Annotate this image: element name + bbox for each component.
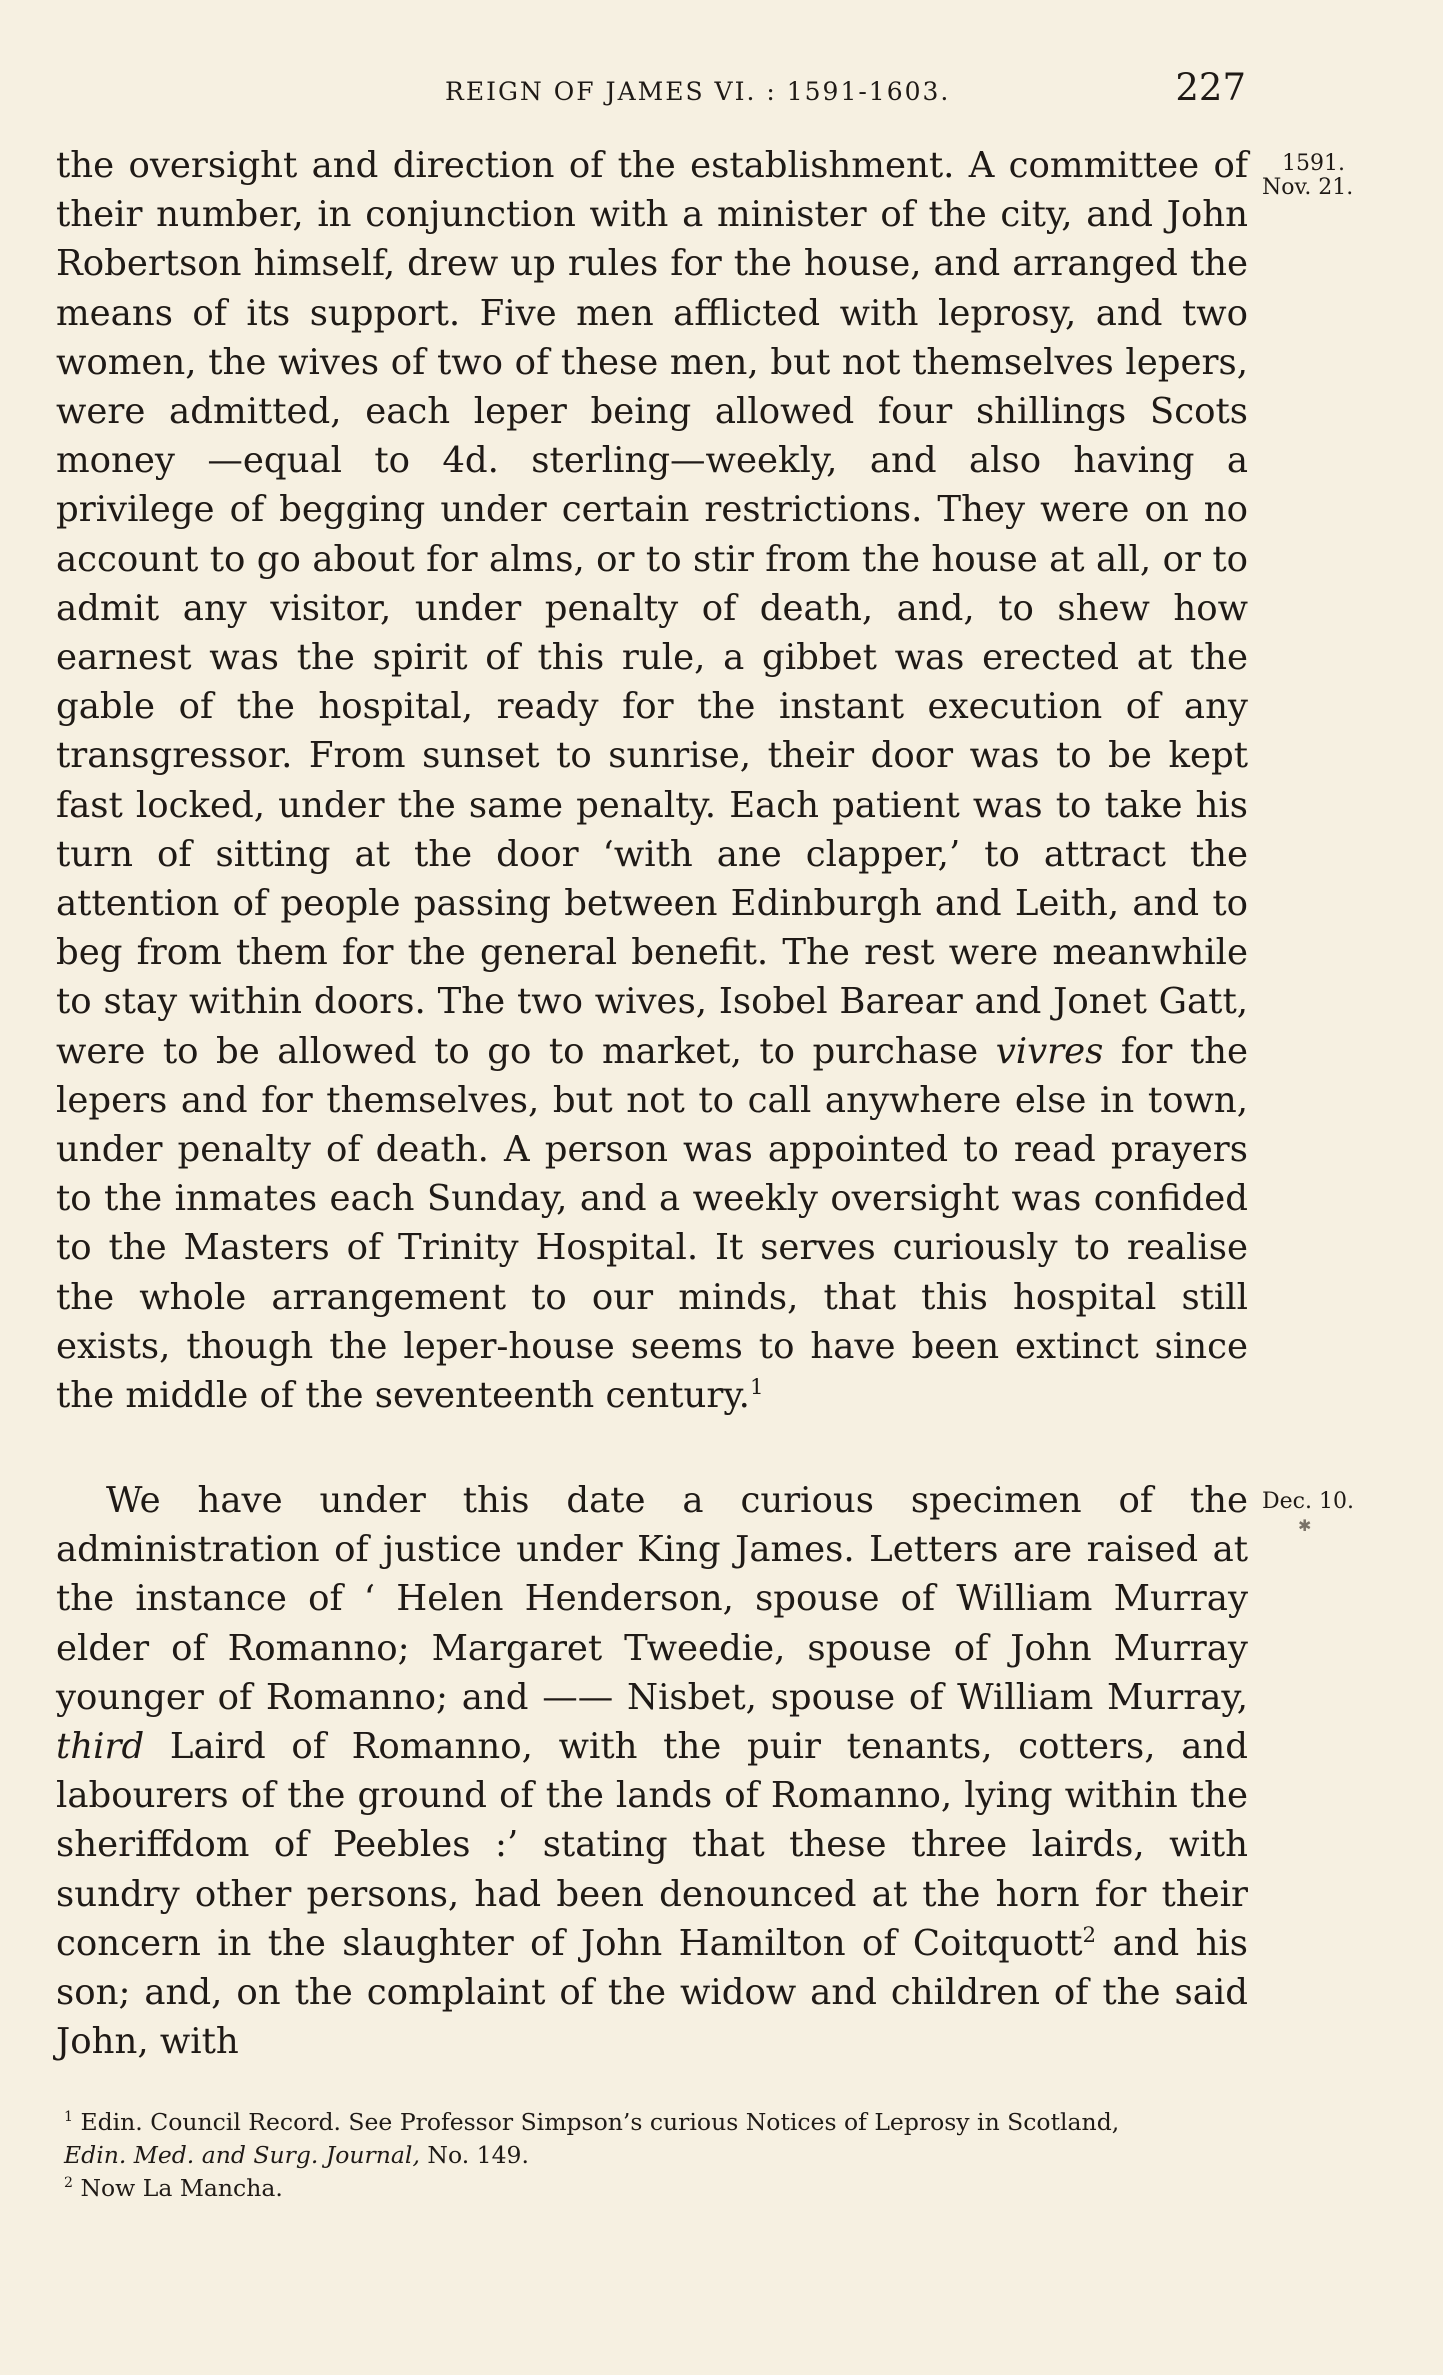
paragraph-2-italic: third xyxy=(56,1726,145,1768)
page-number: 227 xyxy=(1175,66,1246,109)
footnote-1-continued xyxy=(64,2139,1244,2172)
footnote-2 xyxy=(64,2172,1244,2205)
running-head xyxy=(56,66,1246,109)
paragraph-1-text-cont: for the lepers and for themselves, but not to call anywhere else in town, under penalty of death. A person was appointed to read prayers to the inmates each Sunday, and a weekly oversight was confided to the Masters of Trinity Hospital. It serves curiously to realise the whole arrangement to our minds, that this hospital still exists, though the leper-house seems to have been extinct since the middle of the seventeenth century. xyxy=(56,1030,1248,1417)
footnote-1-mark: 1 xyxy=(64,2109,73,2126)
running-head-title: REIGN OF JAMES VI. : 1591-1603. xyxy=(445,77,951,106)
footnote-2-mark: 2 xyxy=(64,2175,73,2192)
footnote-1-italic: Edin. Med. and Surg. Journal, xyxy=(64,2141,420,2169)
asterisk-mark: ✱ xyxy=(1298,1516,1312,1535)
paragraph-1-text: the oversight and direction of the establishment. A committee of their number, in conjunction with a minister of the city, and John Robertson himself, drew up rules for the house, and arranged the means of its support. Five men afflicted with leprosy, and two women, the wives of two of these men, but not themselves lepers, were admitted, each leper being allowed four shillings Scots money —equal to 4d. sterling—weekly, and also having a privilege of begging under certain restrictions. They were on no account to go about for alms, or to stir from the house at all, or to admit any visitor, under penalty of death, and, to shew how earnest was the spirit of this rule, a gibbet was erected at the gable of the hospital, ready for the instant execution of any transgressor. From sunset to sunrise, their door was to be kept fast locked, under the same penalty. Each patient was to take his turn of sitting at the door ‘with ane clapper,’ to attract the attention of people passing between Edinburgh and Leith, and to beg from them for the general benefit. The rest were meanwhile to stay within doors. The two wives, Isobel Barear and Jonet Gatt, were to be allowed to go to market, to purchase xyxy=(56,145,1248,1072)
paragraph-1-italic: vivres xyxy=(995,1030,1104,1072)
footnote-1-text: Edin. Council Record. See Professor Simpson’s curious Notices of Leprosy in Scotland, xyxy=(80,2108,1120,2136)
margin-note-day: Nov. 21. xyxy=(1262,175,1354,200)
footnotes xyxy=(64,2106,1244,2205)
paragraph-romanno xyxy=(56,1476,1248,2066)
paragraph-leper-house xyxy=(56,141,1248,1420)
paragraph-2-text-cont: Laird of Romanno, with the puir tenants, cotters, and labourers of the ground of the lands of Romanno, lying within the sheriffdom of Peebles :’ stating that these three lairds, with sundry other persons, had been denounced at the horn for their concern in the slaughter of John Hamilton of Coitquott xyxy=(56,1726,1248,1964)
margin-note-date-2: Dec. 10. xyxy=(1262,1489,1354,1514)
footnote-1-tail: No. 149. xyxy=(427,2141,529,2169)
paragraph-2-text: We have under this date a curious specimen of the administration of justice under King James. Letters are raised at the instance of ‘ Helen Henderson, spouse of William Murray elder of Romanno; Margaret Tweedie, spouse of John Murray younger of Romanno; and —— Nisbet, spouse of William Murray, xyxy=(56,1480,1248,1718)
margin-note-date-1 xyxy=(1262,152,1402,200)
footnote-1 xyxy=(64,2106,1244,2139)
footnote-ref-2: 2 xyxy=(1082,1923,1097,1948)
margin-note-year: 1591. xyxy=(1282,151,1345,176)
paragraph-2-text-end: and his son; and, on the complaint of the widow and children of the said John, with xyxy=(56,1922,1249,2063)
footnote-ref-1: 1 xyxy=(749,1375,764,1401)
footnote-2-text: Now La Mancha. xyxy=(80,2174,283,2202)
